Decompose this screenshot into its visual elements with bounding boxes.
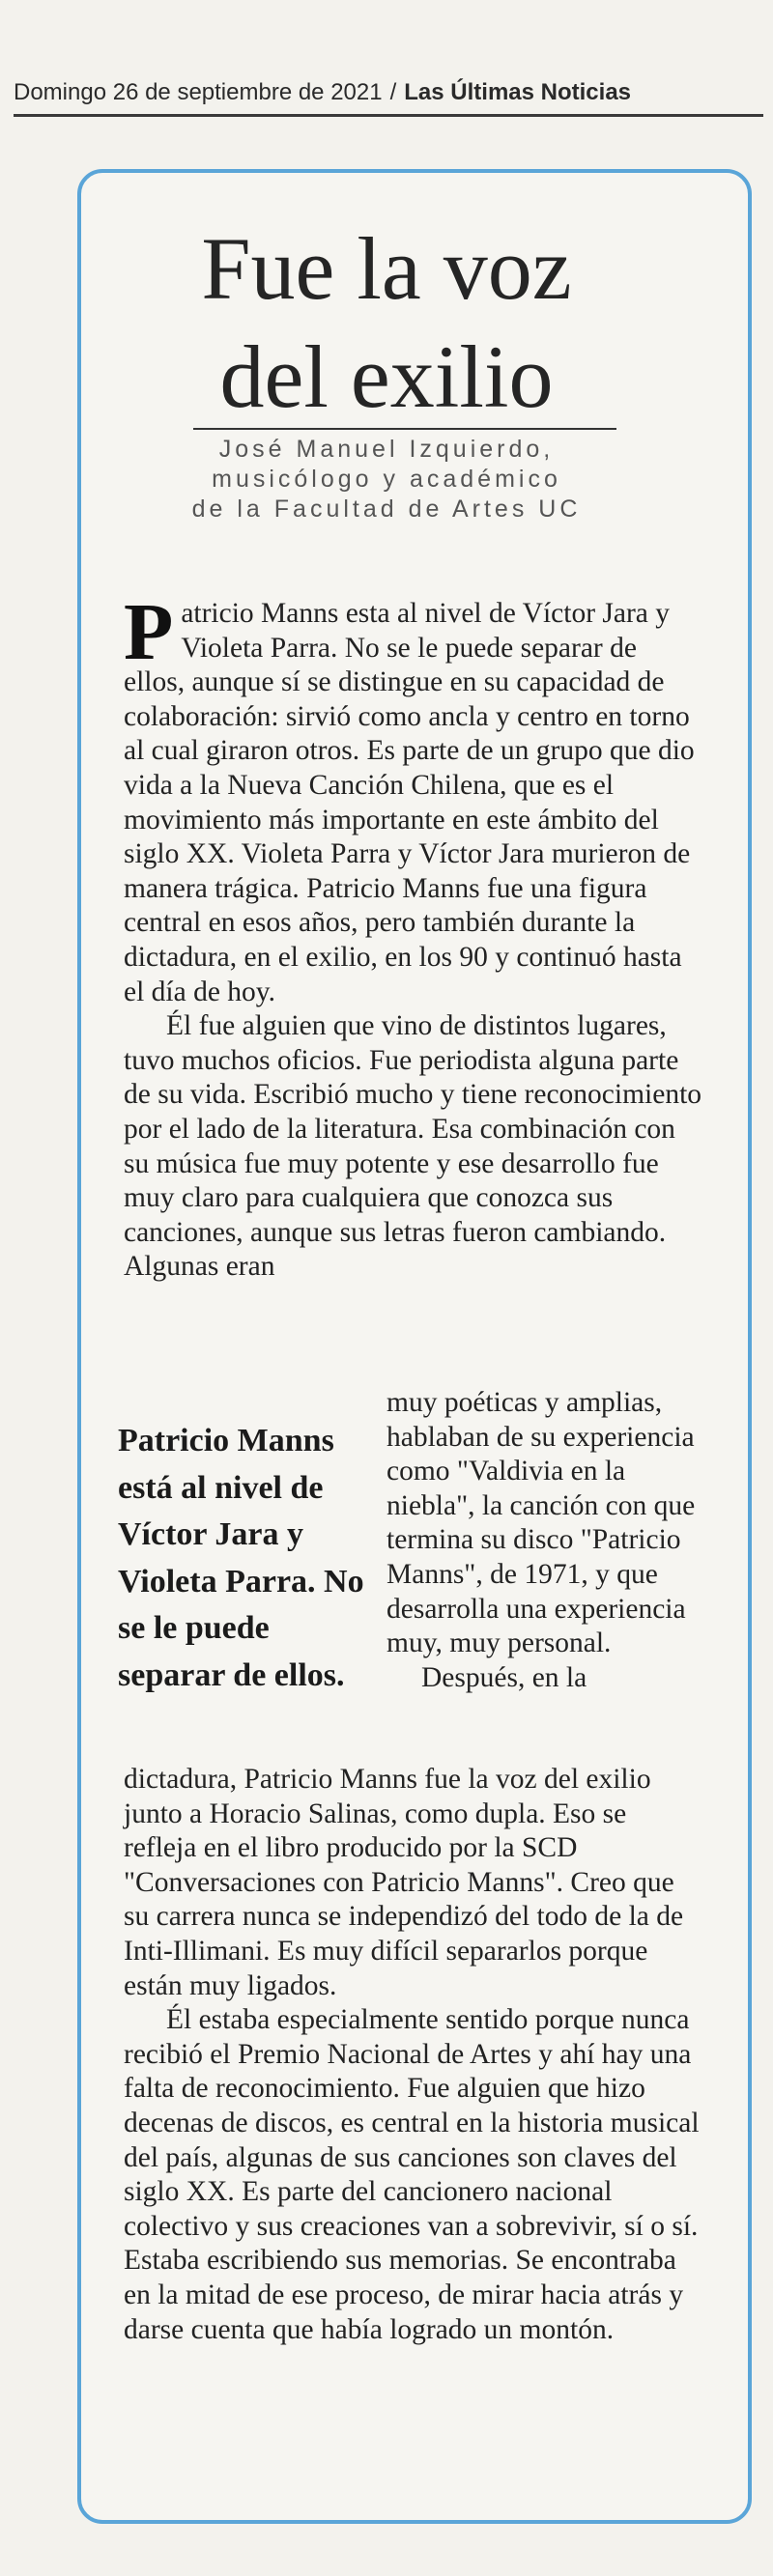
- newspaper-name: Las Últimas Noticias: [404, 79, 632, 105]
- article-title: [0, 214, 773, 431]
- title-divider: [193, 428, 616, 430]
- issue-date: Domingo 26 de septiembre de 2021: [14, 79, 383, 105]
- side-column: [386, 1386, 705, 1695]
- article-body-top: [124, 587, 703, 1285]
- masthead: [14, 79, 763, 117]
- paragraph-1: [124, 587, 703, 1009]
- paragraph-4: Él estaba especialmente sentido porque nunca recibió el Premio Nacional de Artes y ahí hay una falta de reconocimiento. Fue alguien que hizo decenas de discos, es central en la historia musical del país, algunas de sus canciones son claves del siglo XX. Es parte del cancionero nacional colectivo y sus creaciones van a sobrevivir, sí o sí. Estaba escribiendo sus memorias. Se encontraba en la mitad de ese proceso, de mirar hacia atrás y darse cuenta que había logrado un montón.: [124, 2004, 700, 2345]
- paragraph-1-text: atricio Manns esta al nivel de Víctor Jara y Violeta Parra. No se le puede separar de ellos, aunque sí se distingue en su capacidad de colaboración: sirvió como ancla y centro en torno al cual giraron otros. Es parte de un grupo que dio vida a la Nueva Canción Chilena, que es el movimiento más importante en este ámbito del siglo XX. Violeta Parra y Víctor Jara murieron de manera trágica. Patricio Manns fue una figura central en esos años, pero también durante la dictadura, en el exilio, en los 90 y continuó hasta el día de hoy.: [124, 598, 695, 1007]
- paragraph-2-continued: muy poéticas y amplias, hablaban de su experiencia como "Valdivia en la niebla", la canción con que termina su disco "Patricio Manns", de 1971, y que desarrolla una experiencia muy, muy personal.: [386, 1387, 696, 1659]
- byline-author: José Manuel Izquierdo,: [218, 436, 555, 463]
- drop-cap: P: [124, 587, 174, 677]
- paragraph-3: dictadura, Patricio Manns fue la voz del exilio junto a Horacio Salinas, como dupla. Eso se refleja en el libro producido por la SCD "Conversaciones con Patricio Manns". Creo que su carrera nunca se independizó del todo de la de Inti-Illimani. Es muy difícil separarlos porque están muy ligados.: [124, 1764, 684, 2001]
- paragraph-3-start: Después, en la: [421, 1661, 587, 1693]
- paragraph-2: Él fue alguien que vino de distintos lugares, tuvo muchos oficios. Fue periodista alguna parte de su vida. Escribió mucho y tiene reconocimiento por el lado de la literatura. Esa combinación con su música fue muy potente y ese desarrollo fue muy claro para cualquiera que conozca sus canciones, aunque sus letras fueron cambiando. Algunas eran: [124, 1010, 702, 1283]
- title-line-2: del exilio: [219, 327, 554, 426]
- title-line-1: Fue la voz: [201, 219, 572, 318]
- article-body-bottom: [124, 1763, 703, 2347]
- byline: [0, 435, 773, 524]
- byline-affiliation: de la Facultad de Artes UC: [191, 495, 582, 523]
- masthead-separator: /: [389, 79, 397, 105]
- pull-quote: Patricio Manns está al nivel de Víctor Jara y Violeta Parra. No se le puede separar de ellos.: [118, 1423, 364, 1693]
- byline-role: musicólogo y académico: [212, 466, 561, 493]
